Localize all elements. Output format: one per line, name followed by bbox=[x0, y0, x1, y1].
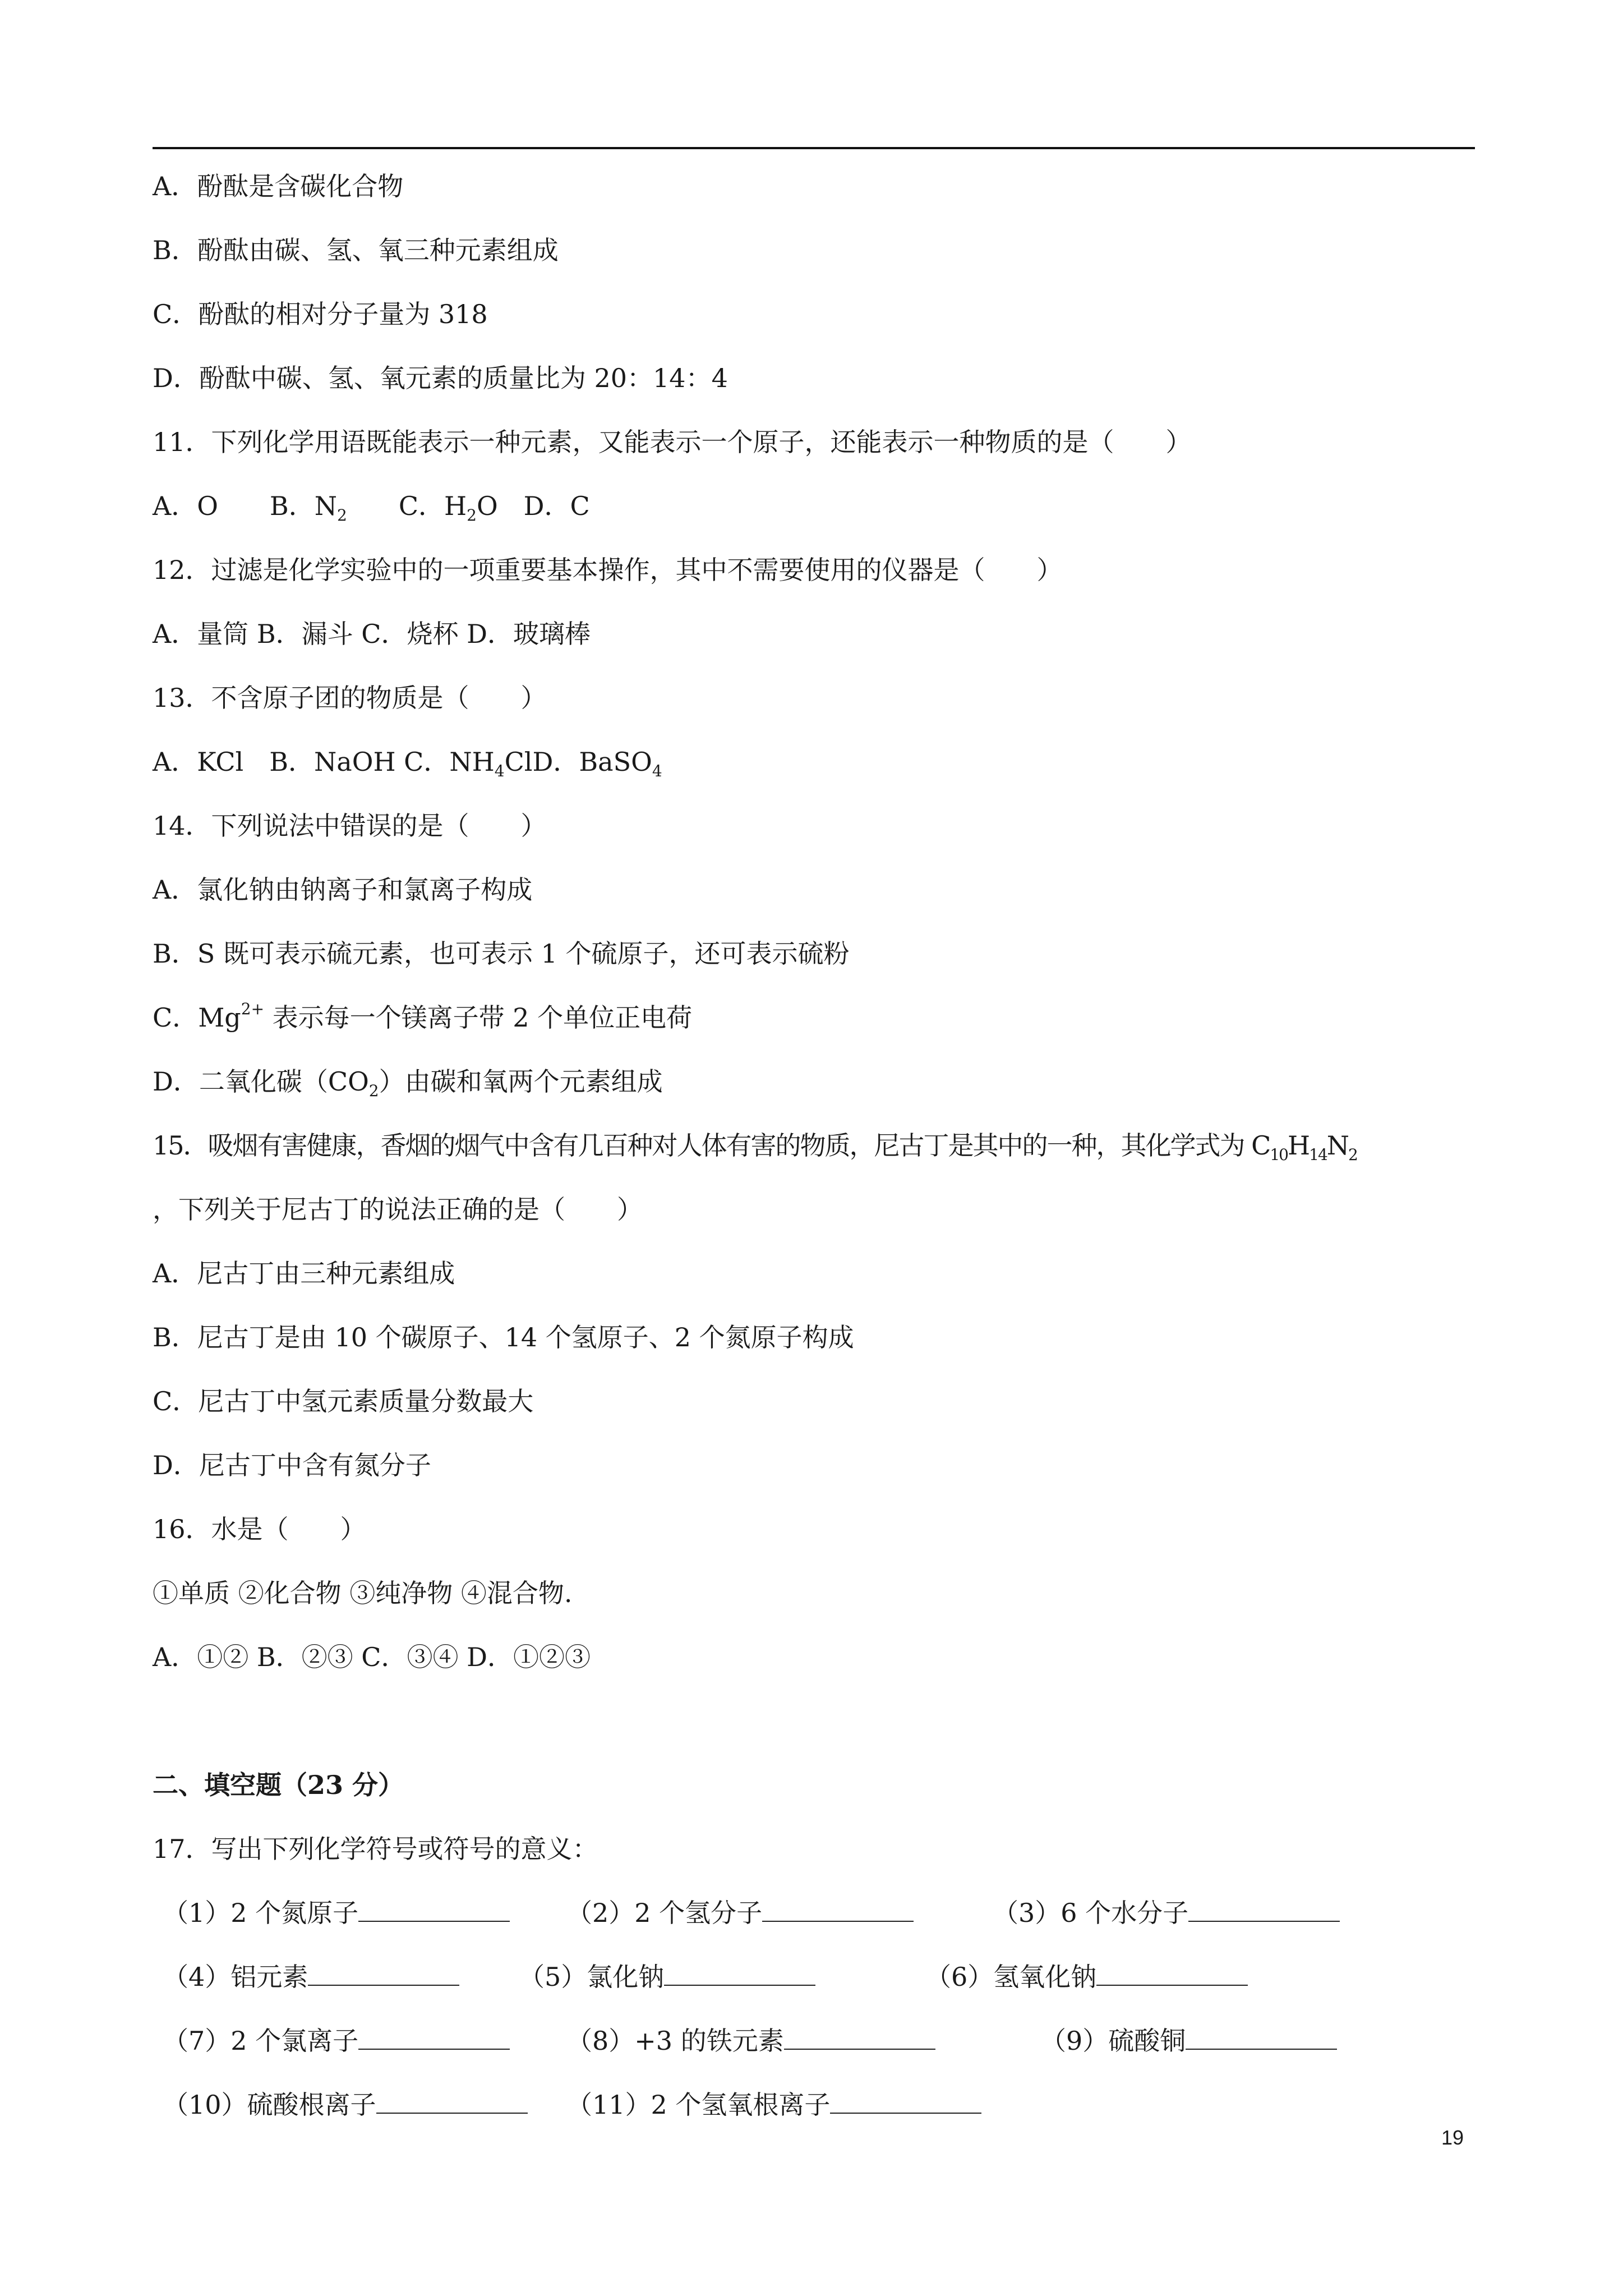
q17-blank-3: （3）6 个水分子 bbox=[993, 1896, 1623, 1930]
q15-stem-continued: ，下列关于尼古丁的说法正确的是（ ） bbox=[153, 1194, 643, 1225]
q10-option-a: A．酚酞是含碳化合物 bbox=[153, 171, 404, 201]
answer-blank[interactable] bbox=[376, 2088, 528, 2114]
q12-options: A．量筒 B．漏斗 C．烧杯 D．玻璃棒 bbox=[153, 619, 591, 649]
answer-blank[interactable] bbox=[1186, 2024, 1337, 2050]
q13-options: A．KCl B．NaOH C．$NH_4ClD$．BaSO$_4$ bbox=[153, 747, 662, 780]
q17-blank-2: （2）2 个氢分子 bbox=[566, 1896, 1623, 1930]
q16-options: A．①② B．②③ C．③④ D．①②③ bbox=[153, 1642, 591, 1672]
q17-blank-7: （7）2 个氯离子 bbox=[163, 2024, 1509, 2058]
answer-blank[interactable] bbox=[762, 1896, 914, 1922]
q16-stem: 16．水是（ ） bbox=[153, 1514, 366, 1544]
q15-stem: 15．吸烟有害健康，香烟的烟气中含有几百种对人体有害的物质，尼古丁是其中的一种，其化学式为 $C_{10}H_{14}N_2$ bbox=[153, 1130, 1357, 1164]
answer-blank[interactable] bbox=[1188, 1896, 1340, 1922]
q17-blank-4: （4）铝元素 bbox=[163, 1960, 1509, 1994]
q15-option-d: D．尼古丁中含有氮分子 bbox=[153, 1450, 431, 1480]
answer-blank[interactable] bbox=[830, 2088, 981, 2114]
answer-blank[interactable] bbox=[664, 1960, 815, 1986]
q14-stem: 14．下列说法中错误的是（ ） bbox=[153, 811, 547, 841]
q14-option-d: D．二氧化碳$(CO_2)$由碳和氧两个元素组成 bbox=[153, 1066, 663, 1100]
q15-option-b: B．尼古丁是由 10 个碳原子、14 个氢原子、2 个氮原子构成 bbox=[153, 1322, 854, 1352]
answer-blank[interactable] bbox=[308, 1960, 459, 1986]
answer-blank[interactable] bbox=[358, 1896, 510, 1922]
answer-blank[interactable] bbox=[358, 2024, 510, 2050]
q11-stem: 11．下列化学用语既能表示一种元素，又能表示一个原子，还能表示一种物质的是（ ） bbox=[153, 427, 1192, 457]
q11-options: A．O B．$N_2$ C．$H_2O$ D．C bbox=[153, 491, 590, 524]
q12-stem: 12．过滤是化学实验中的一项重要基本操作，其中不需要使用的仪器是（ ） bbox=[153, 555, 1063, 585]
q14-option-a: A．氯化钠由钠离子和氯离子构成 bbox=[153, 875, 533, 905]
header-rule bbox=[153, 147, 1475, 149]
q17-blank-10: （10）硫酸根离子 bbox=[163, 2088, 1509, 2122]
q16-items: ①单质 ②化合物 ③纯净物 ④混合物. bbox=[153, 1578, 573, 1608]
q17-blank-8: （8）+3 的铁元素 bbox=[566, 2024, 1623, 2058]
q17-stem: 17．写出下列化学符号或符号的意义： bbox=[153, 1834, 598, 1864]
q17-blank-5: （5）氯化钠 bbox=[519, 1960, 1623, 1994]
q17-blank-1: （1）2 个氮原子 bbox=[163, 1896, 1509, 1930]
section-title: 二、填空题（23 分） bbox=[153, 1770, 404, 1800]
q10-option-c: C．酚酞的相对分子量为 318 bbox=[153, 299, 488, 329]
q13-stem: 13．不含原子团的物质是（ ） bbox=[153, 683, 547, 713]
q10-option-b: B．酚酞由碳、氢、氧三种元素组成 bbox=[153, 235, 559, 265]
answer-blank[interactable] bbox=[1096, 1960, 1248, 1986]
q14-option-c: C．$Mg^{2+}$ 表示每一个镁离子带 2 个单位正电荷 bbox=[153, 1000, 693, 1033]
q10-option-d: D．酚酞中碳、氢、氧元素的质量比为 20：14：4 bbox=[153, 363, 728, 393]
q17-blank-11: （11）2 个氢氧根离子 bbox=[566, 2088, 1623, 2122]
q17-blank-6: （6）氢氧化钠 bbox=[925, 1960, 1623, 1994]
q15-option-c: C．尼古丁中氢元素质量分数最大 bbox=[153, 1386, 534, 1416]
answer-blank[interactable] bbox=[784, 2024, 935, 2050]
q15-option-a: A．尼古丁由三种元素组成 bbox=[153, 1258, 455, 1289]
q14-option-b: B．S 既可表示硫元素，也可表示 1 个硫原子，还可表示硫粉 bbox=[153, 938, 850, 969]
q17-blank-9: （9）硫酸铜 bbox=[1040, 2024, 1623, 2058]
page-number: 19 bbox=[1441, 2126, 1464, 2149]
